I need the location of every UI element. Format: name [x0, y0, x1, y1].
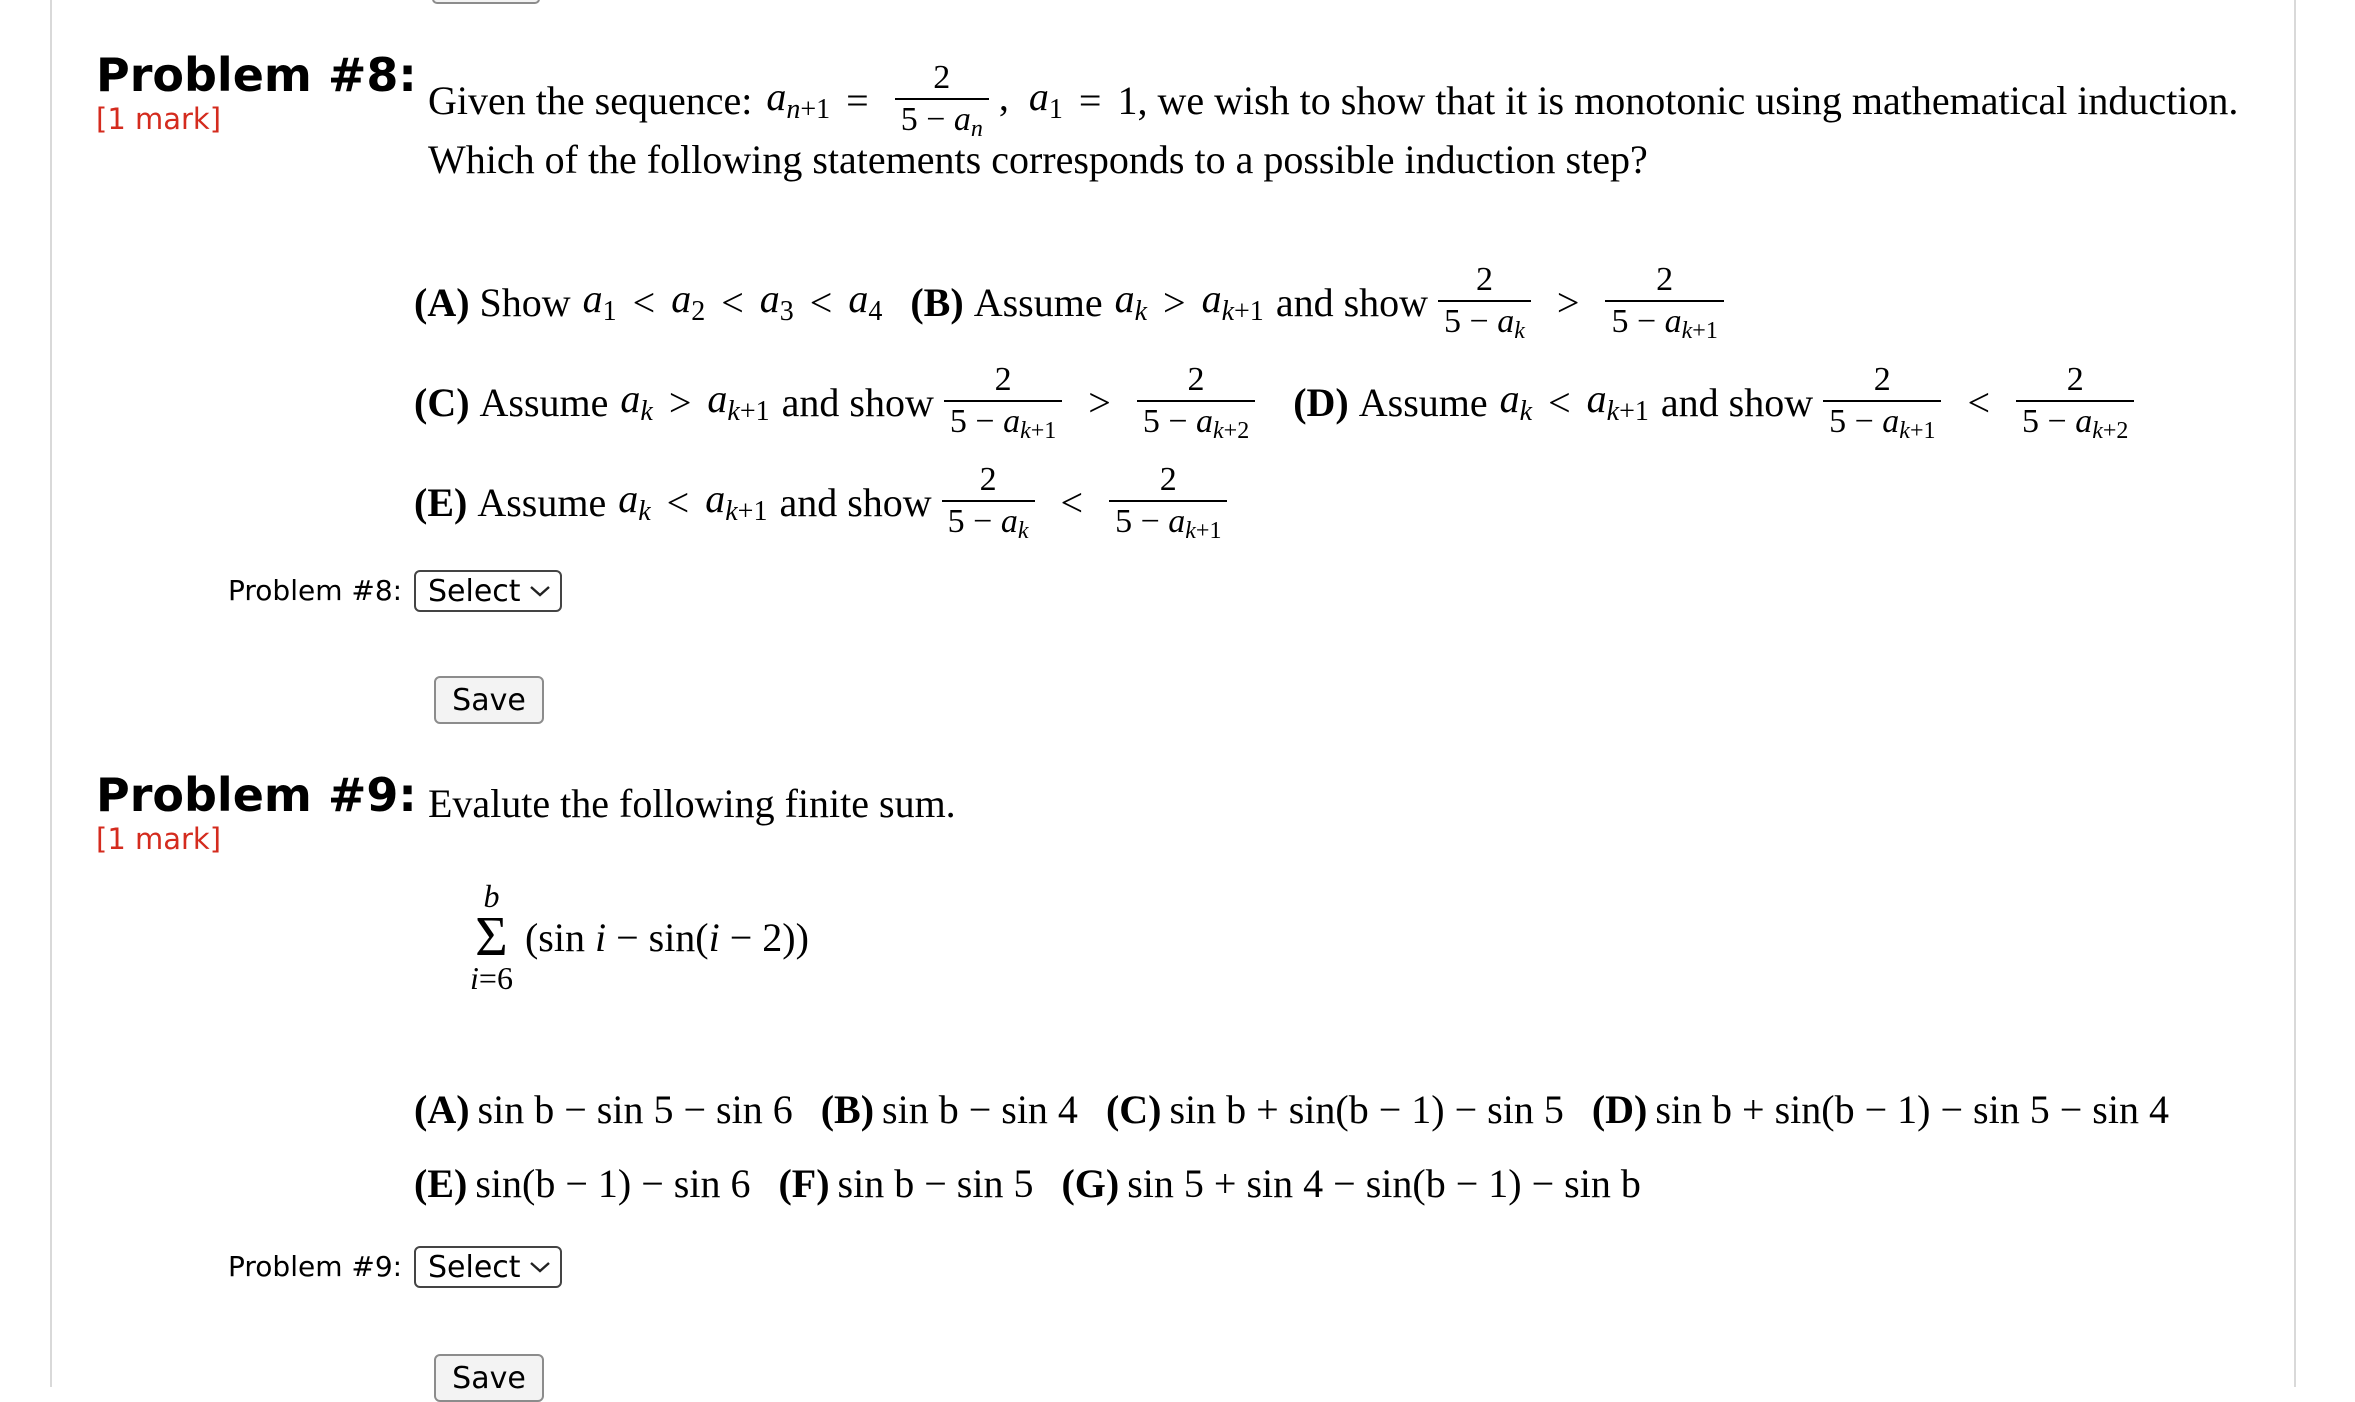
problem-9-save-button[interactable]: Save: [434, 1354, 544, 1402]
option-9f-label: (F): [778, 1161, 830, 1206]
option-9c-expr: sin b + sin(b − 1) − sin 5: [1169, 1087, 1564, 1132]
problem-8-question: Which of the following statements corresponds to a possible induction step?: [428, 137, 1648, 182]
option-9c-label: (C): [1105, 1087, 1162, 1132]
problem-8-save-button[interactable]: Save: [434, 676, 544, 724]
option-c-and-show: and show: [781, 379, 934, 425]
option-9a-expr: sin b − sin 5 − sin 6: [477, 1087, 793, 1132]
problem-8-intro: Given the sequence: $a_{n+1}$ = $\frac{2}{5 - a_n}$ , $a_1$ = 1, we wish to show that it is monotonic using mathematical induction.: [428, 59, 2239, 142]
option-b-label: (B): [910, 279, 964, 325]
option-d-and-show: and show: [1660, 379, 1814, 425]
option-9d-expr: sin b + sin(b − 1) − sin 5 − sin 4: [1655, 1087, 2169, 1132]
problem-8-intro-before: Given the sequence:: [428, 77, 753, 123]
option-a-label: (A): [414, 279, 470, 325]
option-d-label: (D): [1293, 379, 1349, 425]
option-9g-label: (G): [1061, 1161, 1120, 1206]
problem-9-options-row-2: [414, 1161, 1641, 1206]
problem-8-intro-after: 1, we wish to show that it is monotonic using mathematical induction.: [1117, 77, 2239, 123]
option-e-and-show: and show: [779, 479, 932, 525]
chevron-down-icon: [529, 584, 551, 598]
option-b-and-show: and show: [1275, 279, 1429, 325]
option-e-text: Assume: [477, 479, 607, 525]
option-9b-label: (B): [820, 1087, 875, 1132]
problem-8-answer-select[interactable]: [414, 570, 562, 612]
problem-8-mark: [1 mark]: [96, 102, 222, 136]
problem-9-options-row-1: [414, 1087, 2169, 1132]
option-9e-label: (E): [414, 1161, 468, 1206]
problem-9-select-value: Select: [428, 1249, 521, 1285]
option-9b-expr: sin b − sin 4: [882, 1087, 1078, 1132]
option-c-label: (C): [414, 379, 470, 425]
option-b-text: Assume: [973, 279, 1103, 325]
option-e-label: (E): [414, 479, 468, 525]
problem-8-options-row-3: (E) Assume $a_k$ < $a_{k+1}$ and show $\frac{2}{5 - a_k}$ < $\frac{2}{5 - a_{k+1}}$: [414, 462, 1237, 544]
problem-9-answer-label: Problem #9:: [228, 1250, 403, 1283]
problem-9-intro: Evalute the following finite sum.: [428, 781, 956, 826]
problem-8-options-row-1: (A) Show $a_1$ < $a_2$ < $a_3$ < $a_4$ (B) Assume $a_k$ > $a_{k+1}$ and show $\frac{2}{5 - a_k}$ > $\frac{2}{5 - a_{k+1}}$: [414, 262, 1734, 344]
problem-9-answer-select[interactable]: [414, 1246, 562, 1288]
option-9d-label: (D): [1591, 1087, 1648, 1132]
option-9f-expr: sin b − sin 5: [837, 1161, 1034, 1206]
chevron-down-icon: [529, 1260, 551, 1274]
problem-9-mark: [1 mark]: [96, 822, 222, 856]
problem-9-heading: Problem #9:: [96, 768, 417, 822]
option-a-text: Show: [479, 279, 571, 325]
option-9e-expr: sin(b − 1) − sin 6: [475, 1161, 751, 1206]
option-c-text: Assume: [479, 379, 609, 425]
recurrence-fraction: $\frac{2}{5 - a_n}$: [895, 60, 989, 142]
problem-8-answer-label: Problem #8:: [228, 574, 403, 607]
problem-8-heading: Problem #8:: [96, 48, 417, 102]
option-9g-expr: sin 5 + sin 4 − sin(b − 1) − sin b: [1127, 1161, 1641, 1206]
previous-save-button-edge[interactable]: [432, 0, 540, 4]
option-9a-label: (A): [414, 1087, 470, 1132]
problem-8-select-value: Select: [428, 573, 521, 609]
option-d-text: Assume: [1358, 379, 1488, 425]
problem-8-options-row-2: (C) Assume $a_k$ > $a_{k+1}$ and show $\frac{2}{5 - a_{k+1}}$ > $\frac{2}{5 - a_{k+2}}$ (D) Assume $a_k$ < $a_{k+1}$ and show $\frac{2}{5 - a_{k+1}}$ < $\frac{2}{5 - a_{k+2}}$: [414, 362, 2144, 444]
finite-sum-expression: b Σ i=6 (sin i − sin(i − 2)): [470, 878, 809, 997]
